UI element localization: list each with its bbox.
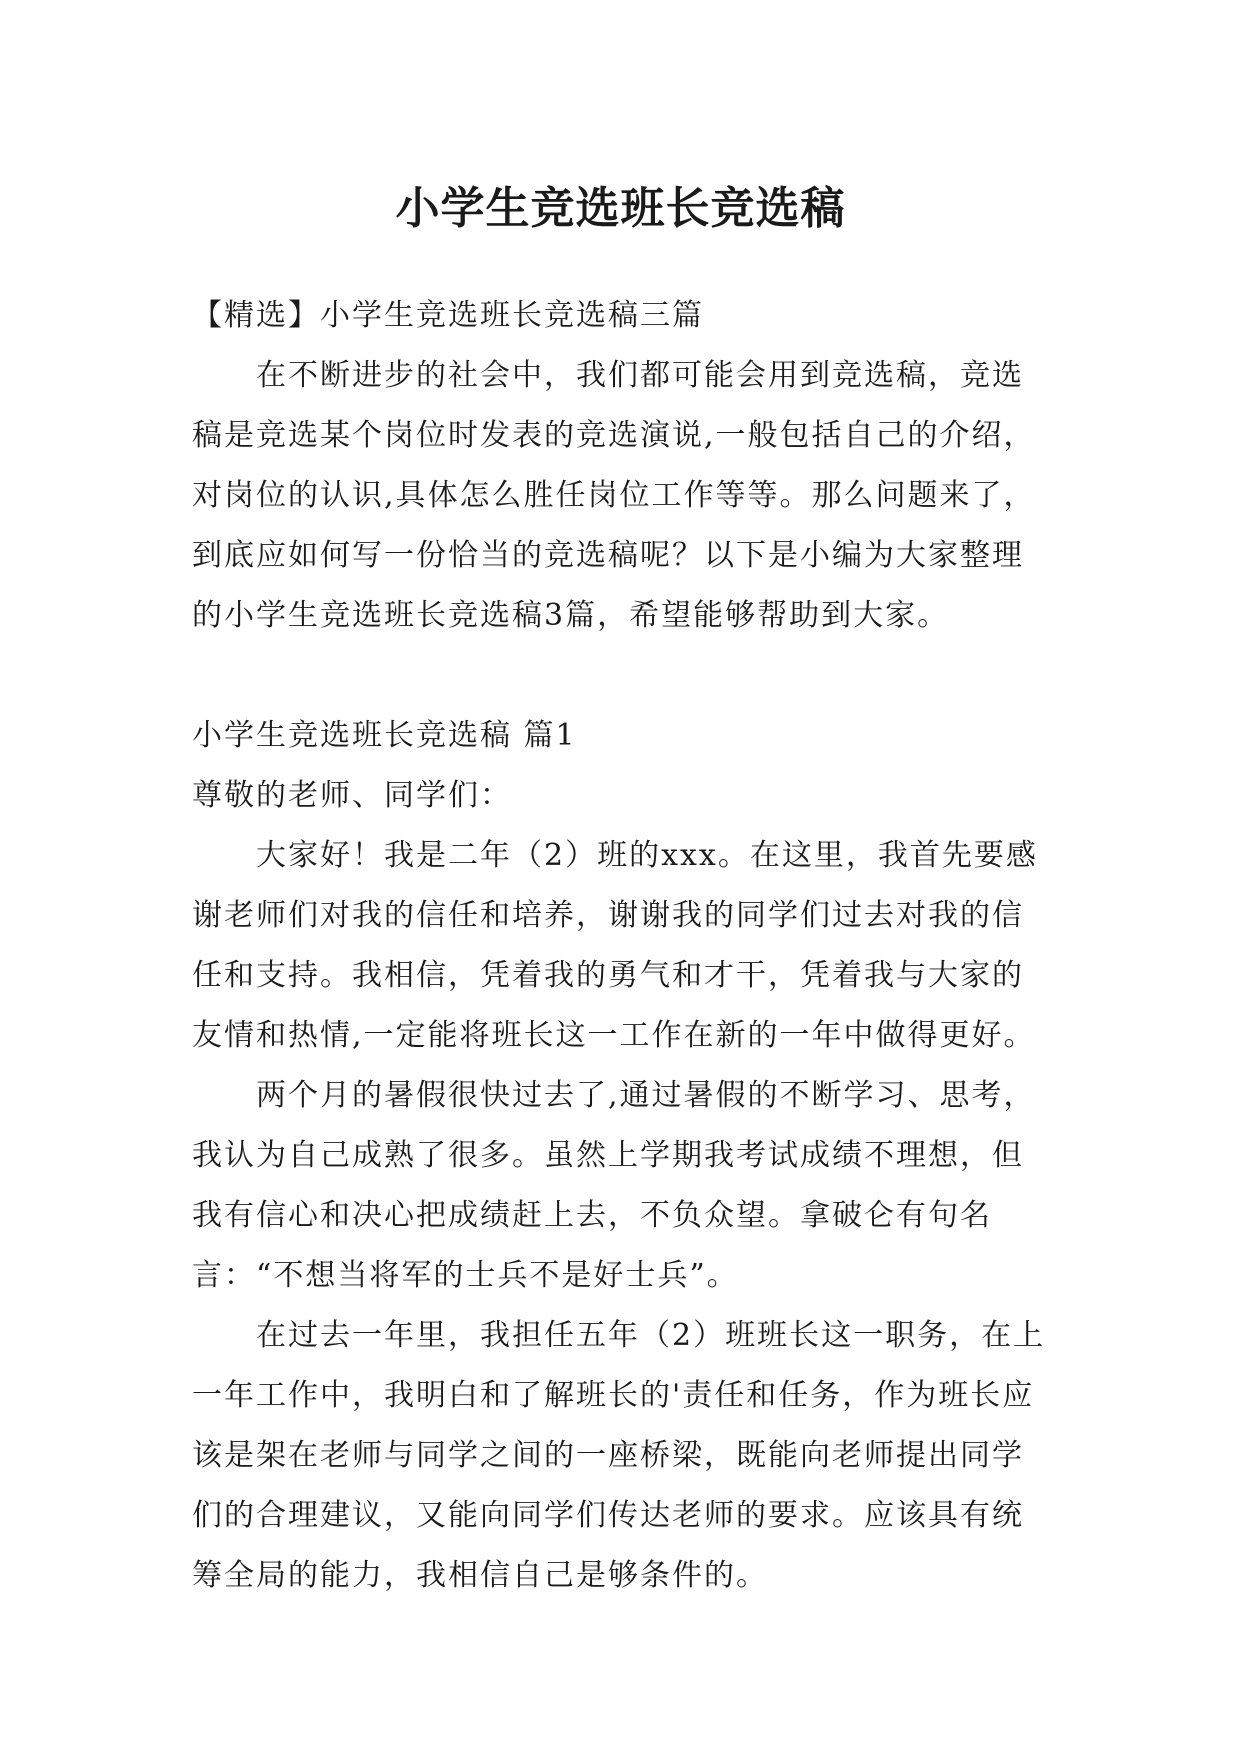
section-heading: 小学生竞选班长竞选稿 篇1 bbox=[192, 718, 577, 753]
body-paragraph-3: 在过去一年里，我担任五年（2）班班长这一职务，在上一年工作中，我明白和了解班长的'责任和任务，作为班长应该是架在老师与同学之间的一座桥梁，既能向老师提出同学们的合理建议，又能向同学们传达老师的要求。应该具有统筹全局的能力，我相信自己是够条件的。 bbox=[192, 1318, 1046, 1593]
subtitle: 【精选】小学生竞选班长竞选稿三篇 bbox=[192, 298, 704, 333]
intro-paragraph: 在不断进步的社会中，我们都可能会用到竞选稿，竞选稿是竞选某个岗位时发表的竞选演说,一般包括自己的介绍，对岗位的认识,具体怎么胜任岗位工作等等。那么问题来了，到底应如何写一份恰当的竞选稿呢？以下是小编为大家整理的小学生竞选班长竞选稿3篇，希望能够帮助到大家。 bbox=[192, 358, 1036, 633]
body-paragraph-2: 两个月的暑假很快过去了,通过暑假的不断学习、思考，我认为自己成熟了很多。虽然上学期我考试成绩不理想，但我有信心和决心把成绩赶上去，不负众望。拿破仑有句名言：“不想当将军的士兵不是好士兵”。 bbox=[192, 1078, 1036, 1293]
section-spacer bbox=[192, 646, 1052, 706]
salutation: 尊敬的老师、同学们： bbox=[192, 778, 512, 813]
body-paragraph-1: 大家好！我是二年（2）班的xxx。在这里，我首先要感谢老师们对我的信任和培养，谢谢我的同学们过去对我的信任和支持。我相信，凭着我的勇气和才干，凭着我与大家的友情和热情,一定能将班长这一工作在新的一年中做得更好。 bbox=[192, 838, 1038, 1053]
document-body bbox=[192, 286, 1052, 1606]
page-title: 小学生竞选班长竞选稿 bbox=[395, 183, 846, 235]
